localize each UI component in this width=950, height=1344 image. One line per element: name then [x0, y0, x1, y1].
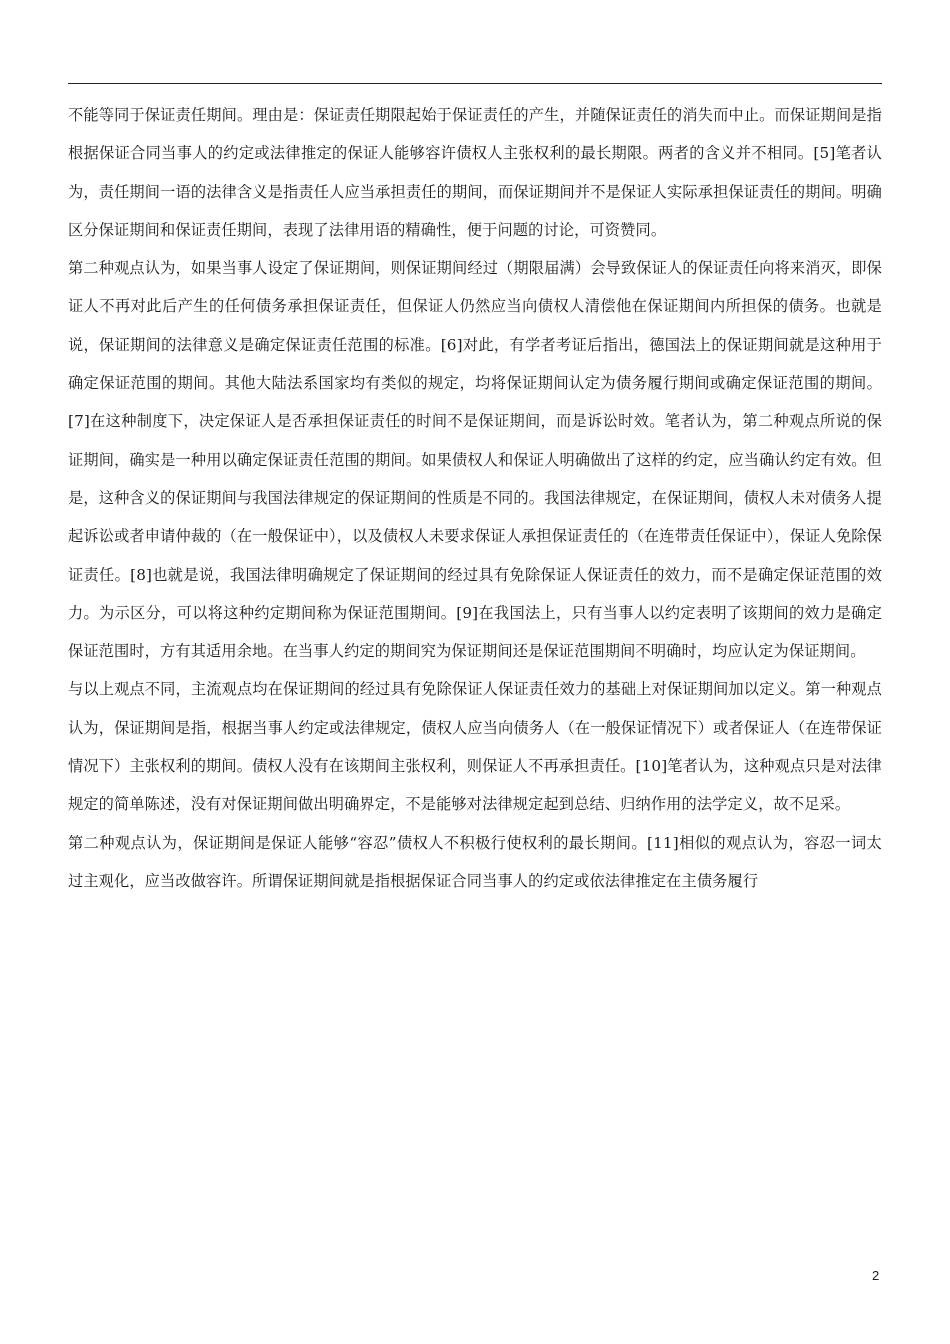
header-rule	[68, 83, 882, 84]
paragraph: 不能等同于保证责任期间。理由是：保证责任期限起始于保证责任的产生，并随保证责任的消失而中止。而保证期间是指根据保证合同当事人的约定或法律推定的保证人能够容许债权人主张权利的最长期限。两者的含义并不相同。[5]笔者认为，责任期间一语的法律含义是指责任人应当承担责任的期间，而保证期间并不是保证人实际承担保证责任的期间。明确区分保证期间和保证责任期间，表现了法律用语的精确性，便于问题的讨论，可资赞同。	[68, 106, 882, 239]
paragraph: 与以上观点不同，主流观点均在保证期间的经过具有免除保证人保证责任效力的基础上对保证期间加以定义。第一种观点认为，保证期间是指，根据当事人约定或法律规定，债权人应当向债务人（在一般保证情况下）或者保证人（在连带保证情况下）主张权利的期间。债权人没有在该期间主张权利，则保证人不再承担责任。[10]笔者认为，这种观点只是对法律规定的简单陈述，没有对保证期间做出明确界定，不是能够对法律规定起到总结、归纳作用的法学定义，故不足采。	[68, 680, 882, 814]
page-number: 2	[872, 1268, 880, 1283]
paragraph: 第二种观点认为，如果当事人设定了保证期间，则保证期间经过（期限届满）会导致保证人的保证责任向将来消灭，即保证人不再对此后产生的任何债务承担保证责任，但保证人仍然应当向债权人清偿他在保证期间内所担保的债务。也就是说，保证期间的法律意义是确定保证责任范围的标准。[6]对此，有学者考证后指出，德国法上的保证期间就是这种用于确定保证范围的期间。其他大陆法系国家均有类似的规定，均将保证期间认定为债务履行期间或确定保证范围的期间。[7]在这种制度下，决定保证人是否承担保证责任的时间不是保证期间，而是诉讼时效。笔者认为，第二种观点所说的保证期间，确实是一种用以确定保证责任范围的期间。如果债权人和保证人明确做出了这样的约定，应当确认约定有效。但是，这种含义的保证期间与我国法律规定的保证期间的性质是不同的。我国法律规定，在保证期间，债权人未对债务人提起诉讼或者申请仲裁的（在一般保证中），以及债权人未要求保证人承担保证责任的（在连带责任保证中），保证人免除保证责任。[8]也就是说，我国法律明确规定了保证期间的经过具有免除保证人保证责任的效力，而不是确定保证范围的效力。为示区分，可以将这种约定期间称为保证范围期间。[9]在我国法上，只有当事人以约定表明了该期间的效力是确定保证范围时，方有其适用余地。在当事人约定的期间究为保证期间还是保证范围期间不明确时，均应认定为保证期间。	[68, 259, 882, 661]
document-body	[68, 96, 882, 900]
paragraph: 第二种观点认为，保证期间是保证人能够“容忍”债权人不积极行使权利的最长期间。[11]相似的观点认为，容忍一词太过主观化，应当改做容许。所谓保证期间就是指根据保证合同当事人的约定或依法律推定在主债务履行	[68, 833, 882, 890]
